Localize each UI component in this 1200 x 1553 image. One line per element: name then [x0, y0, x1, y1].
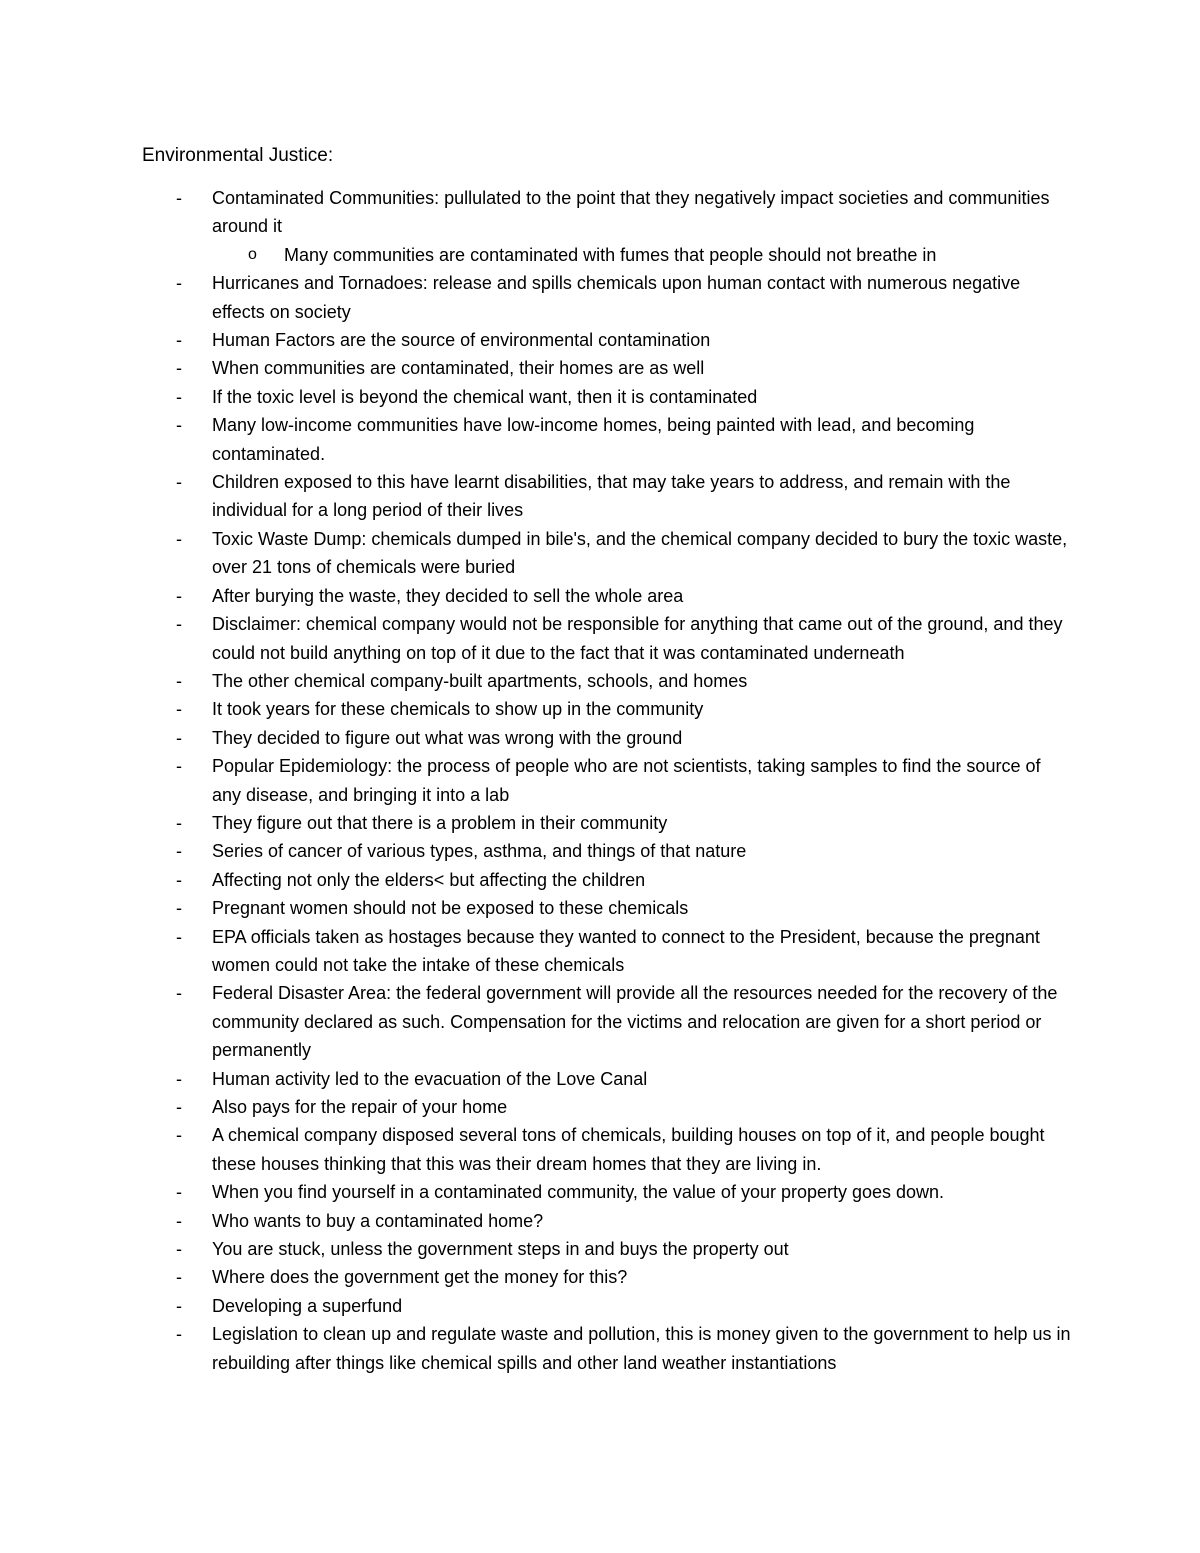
- bullet-text: Developing a superfund: [212, 1295, 403, 1316]
- bullet-item: [142, 695, 1072, 723]
- bullet-marker: -: [176, 386, 182, 407]
- bullet-marker: -: [176, 1324, 182, 1345]
- bullet-text: Hurricanes and Tornadoes: release and spills chemicals upon human contact with numerous negative effects on society: [212, 273, 1021, 322]
- bullet-marker: -: [176, 1068, 182, 1089]
- bullet-item: [142, 411, 1072, 468]
- bullet-marker: -: [176, 1295, 182, 1316]
- bullet-item: [142, 667, 1072, 695]
- bullet-item: [142, 383, 1072, 411]
- bullet-text: Series of cancer of various types, asthma, and things of that nature: [212, 841, 747, 862]
- bullet-marker: -: [176, 1267, 182, 1288]
- bullet-text: When you find yourself in a contaminated community, the value of your property goes down.: [212, 1182, 945, 1203]
- bullet-item: [142, 1320, 1072, 1377]
- bullet-text: Human Factors are the source of environmental contamination: [212, 330, 711, 351]
- bullet-text: Children exposed to this have learnt disabilities, that may take years to address, and remain with the individual for a long period of their lives: [212, 472, 1011, 521]
- sub-bullet-item: [142, 241, 1072, 269]
- bullet-text: They figure out that there is a problem in their community: [212, 812, 668, 833]
- bullet-item: [142, 326, 1072, 354]
- bullet-item: [142, 752, 1072, 809]
- bullet-text: Where does the government get the money for this?: [212, 1267, 628, 1288]
- bullet-text: A chemical company disposed several tons of chemicals, building houses on top of it, and people bought these houses thinking that this was their dream homes that they are living in.: [212, 1125, 1045, 1174]
- bullet-marker: -: [176, 983, 182, 1004]
- bullet-marker: -: [176, 358, 182, 379]
- bullet-item: [142, 468, 1072, 525]
- bullet-marker: -: [176, 188, 182, 208]
- bullet-marker: -: [176, 699, 182, 720]
- bullet-item: [142, 1121, 1072, 1178]
- bullet-text: After burying the waste, they decided to sell the whole area: [212, 585, 684, 606]
- bullet-item: [142, 1065, 1072, 1093]
- bullet-marker: -: [176, 585, 182, 606]
- bullet-item: [142, 610, 1072, 667]
- bullet-item: [142, 354, 1072, 382]
- bullet-marker: -: [176, 1097, 182, 1117]
- bullet-item: [142, 894, 1072, 922]
- bullet-text: Federal Disaster Area: the federal government will provide all the resources needed for the recovery of the community declared as such. Compensation for the victims and relocation are given for a short period or permanently: [212, 983, 1058, 1061]
- bullet-marker: -: [176, 727, 182, 748]
- bullet-marker: -: [176, 1125, 182, 1146]
- bullet-item: [142, 184, 1072, 241]
- sub-bullet-marker: o: [248, 245, 257, 263]
- bullet-item: [142, 1093, 1072, 1121]
- bullet-item: [142, 269, 1072, 326]
- document-title: Environmental Justice:: [142, 145, 334, 166]
- bullet-text: Disclaimer: chemical company would not be responsible for anything that came out of the ground, and they could not build anything on top of it due to the fact that it was contaminated underneath: [212, 614, 1063, 663]
- bullet-item: [142, 525, 1072, 582]
- bullet-text: Many low-income communities have low-income homes, being painted with lead, and becoming contaminated.: [212, 415, 975, 464]
- bullet-marker: -: [176, 841, 182, 862]
- bullet-text: You are stuck, unless the government steps in and buys the property out: [212, 1239, 789, 1260]
- bullet-item: [142, 724, 1072, 752]
- bullet-marker: -: [176, 472, 182, 493]
- bullet-text: Human activity led to the evacuation of the Love Canal: [212, 1068, 648, 1089]
- bullet-item: [142, 1292, 1072, 1320]
- bullet-text: Legislation to clean up and regulate waste and pollution, this is money given to the government to help us in rebuilding after things like chemical spills and other land weather instantiations: [212, 1324, 1071, 1373]
- bullet-item: [142, 837, 1072, 865]
- bullet-item: [142, 582, 1072, 610]
- bullet-text: Pregnant women should not be exposed to these chemicals: [212, 898, 689, 919]
- bullet-item: [142, 979, 1072, 1064]
- bullet-text: Contaminated Communities: pullulated to the point that they negatively impact societies and communities around it: [212, 188, 1050, 237]
- bullet-item: [142, 1263, 1072, 1291]
- bullet-text: Who wants to buy a contaminated home?: [212, 1210, 544, 1231]
- bullet-text: They decided to figure out what was wrong with the ground: [212, 727, 683, 748]
- bullet-marker: -: [176, 528, 182, 549]
- bullet-text: The other chemical company-built apartments, schools, and homes: [212, 670, 748, 691]
- bullet-item: [142, 866, 1072, 894]
- bullet-marker: -: [176, 926, 182, 947]
- bullet-text: If the toxic level is beyond the chemical want, then it is contaminated: [212, 386, 758, 407]
- bullet-marker: -: [176, 1182, 182, 1203]
- bullet-marker: -: [176, 415, 182, 436]
- bullet-list: [142, 184, 1072, 1377]
- bullet-marker: -: [176, 1210, 182, 1231]
- bullet-item: [142, 923, 1072, 980]
- bullet-marker: -: [176, 898, 182, 919]
- bullet-marker: -: [176, 756, 182, 777]
- bullet-item: [142, 809, 1072, 837]
- bullet-item: [142, 1235, 1072, 1263]
- bullet-text: Toxic Waste Dump: chemicals dumped in bile's, and the chemical company decided to bury the toxic waste, over 21 tons of chemicals were buried: [212, 528, 1068, 578]
- bullet-item: [142, 1207, 1072, 1235]
- bullet-marker: -: [176, 812, 182, 833]
- bullet-marker: -: [176, 670, 182, 691]
- bullet-text: EPA officials taken as hostages because they wanted to connect to the President, because the pregnant women could not take the intake of these chemicals: [212, 926, 1040, 975]
- bullet-text: Also pays for the repair of your home: [212, 1097, 508, 1117]
- bullet-text: Affecting not only the elders< but affecting the children: [212, 869, 646, 890]
- bullet-marker: -: [176, 869, 182, 890]
- bullet-text: Popular Epidemiology: the process of people who are not scientists, taking samples to find the source of any disease, and bringing it into a lab: [212, 756, 1041, 805]
- bullet-marker: -: [176, 1239, 182, 1260]
- bullet-marker: -: [176, 330, 182, 351]
- bullet-text: Many communities are contaminated with fumes that people should not breathe in: [284, 244, 937, 265]
- bullet-text: When communities are contaminated, their homes are as well: [212, 358, 705, 379]
- bullet-text: It took years for these chemicals to show up in the community: [212, 699, 704, 720]
- bullet-marker: -: [176, 614, 182, 635]
- bullet-marker: -: [176, 273, 182, 294]
- bullet-item: [142, 1178, 1072, 1206]
